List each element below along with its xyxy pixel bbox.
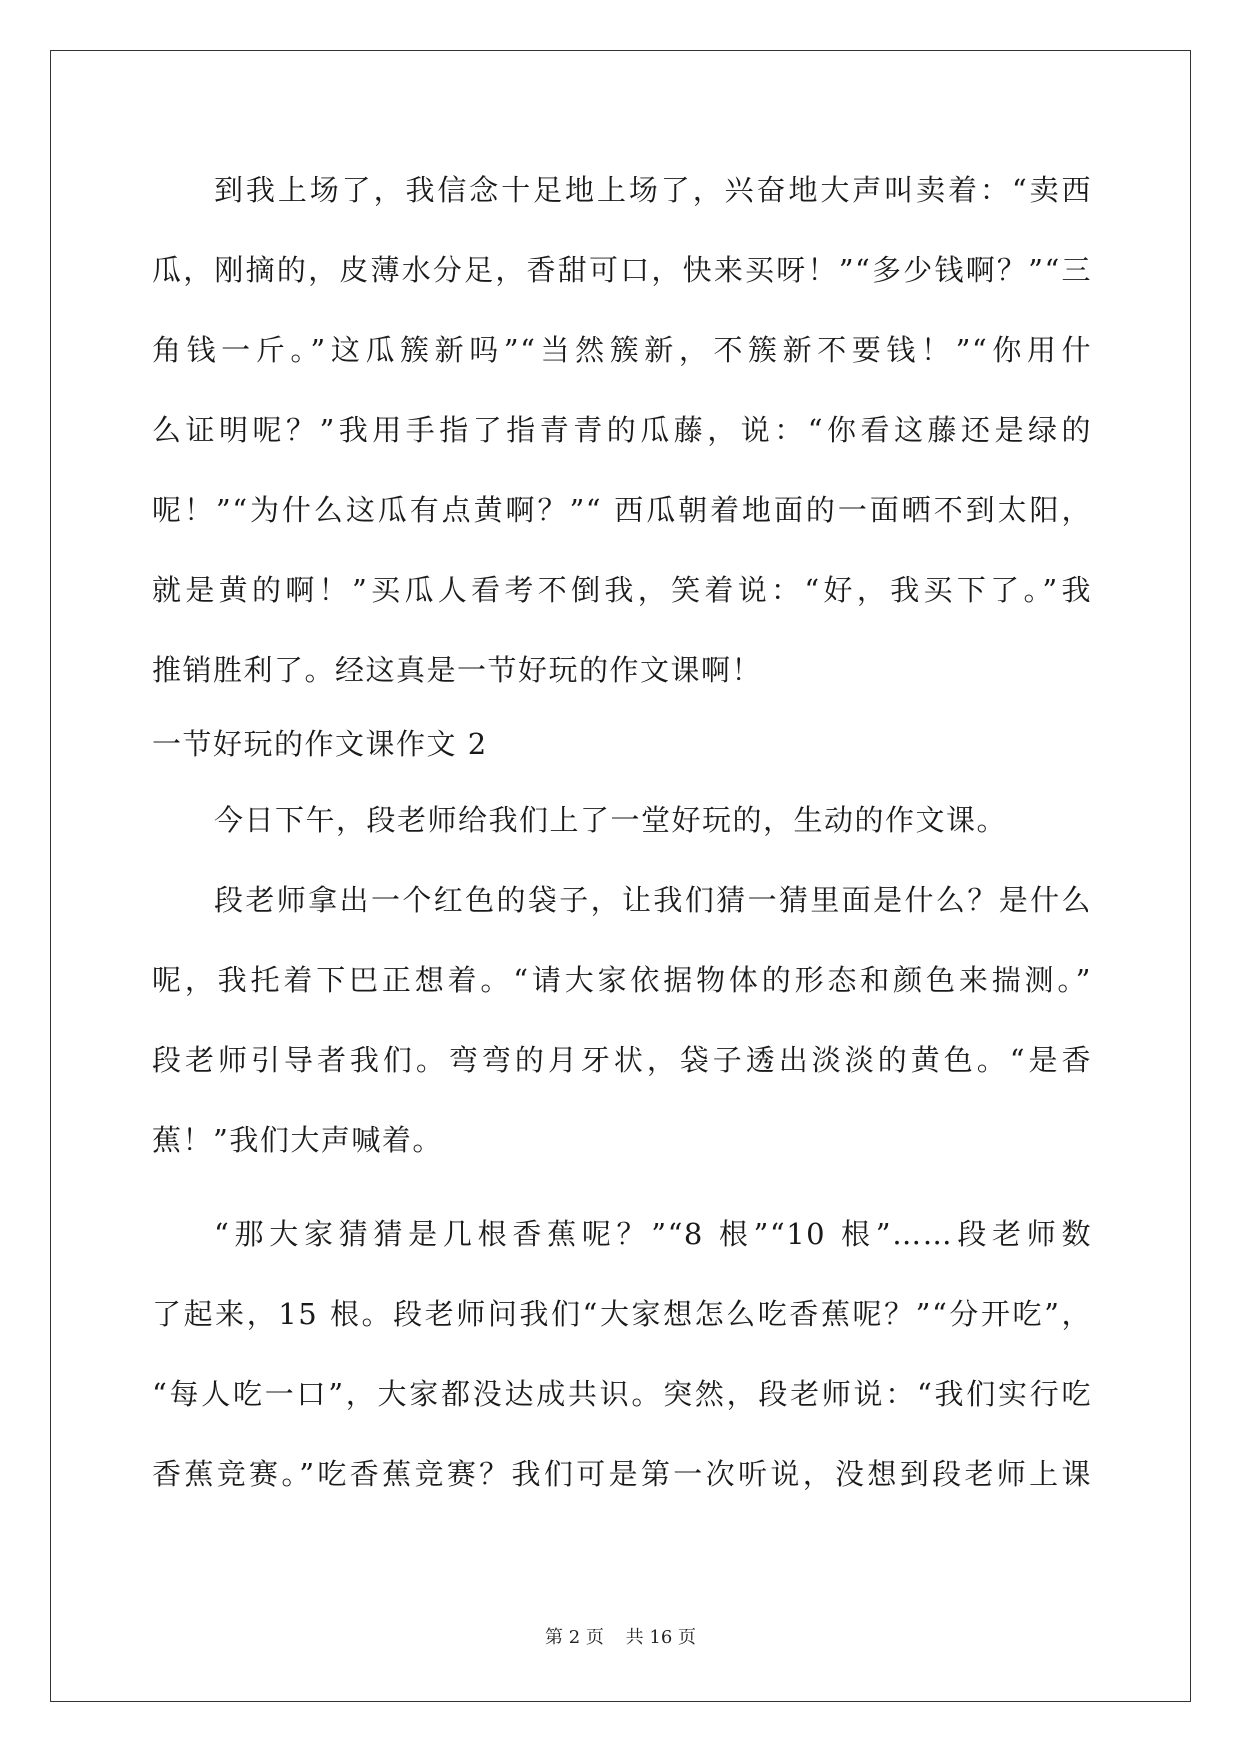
page-number: 第 2 页 (545, 1627, 604, 1648)
paragraph-line: 蕉！”我们大声喊着。 (152, 1123, 443, 1157)
paragraph-line: 今日下午，段老师给我们上了一堂好玩的，生动的作文课。 (214, 803, 1008, 837)
paragraph-line: 了起来，15 根。段老师问我们“大家想怎么吃香蕉呢？”“分开吃”， (152, 1297, 1092, 1331)
paragraph-line: 么证明呢？”我用手指了指青青的瓜藤，说：“你看这藤还是绿的 (152, 413, 1092, 447)
page-total: 共 16 页 (625, 1627, 696, 1648)
paragraph-line: 呢，我托着下巴正想着。“请大家依据物体的形态和颜色来揣测。” (152, 963, 1092, 997)
paragraph-line: 到我上场了，我信念十足地上场了，兴奋地大声叫卖着：“卖西 (214, 173, 1092, 207)
page-footer (0, 1626, 1241, 1650)
paragraph-line: 段老师引导者我们。弯弯的月牙状，袋子透出淡淡的黄色。“是香 (152, 1043, 1092, 1077)
paragraph-line: 呢！”“为什么这瓜有点黄啊？”“ 西瓜朝着地面的一面晒不到太阳， (152, 493, 1092, 527)
paragraph-line: 角钱一斤。”这瓜簇新吗”“当然簇新，不簇新不要钱！”“你用什 (152, 333, 1092, 367)
paragraph-line: “那大家猜猜是几根香蕉呢？”“8 根”“10 根”……段老师数 (214, 1217, 1092, 1251)
section-heading: 一节好玩的作文课作文 2 (152, 727, 488, 761)
paragraph-line: 瓜，刚摘的，皮薄水分足，香甜可口，快来买呀！”“多少钱啊？”“三 (152, 253, 1092, 287)
paragraph-line: 推销胜利了。经这真是一节好玩的作文课啊！ (152, 653, 763, 687)
paragraph-line: 香蕉竞赛。”吃香蕉竞赛？我们可是第一次听说，没想到段老师上课 (152, 1457, 1092, 1491)
paragraph-line: “每人吃一口”，大家都没达成共识。突然，段老师说：“我们实行吃 (152, 1377, 1092, 1411)
paragraph-line: 段老师拿出一个红色的袋子，让我们猜一猜里面是什么？是什么 (214, 883, 1092, 917)
paragraph-line: 就是黄的啊！”买瓜人看考不倒我，笑着说：“好，我买下了。”我 (152, 573, 1092, 607)
